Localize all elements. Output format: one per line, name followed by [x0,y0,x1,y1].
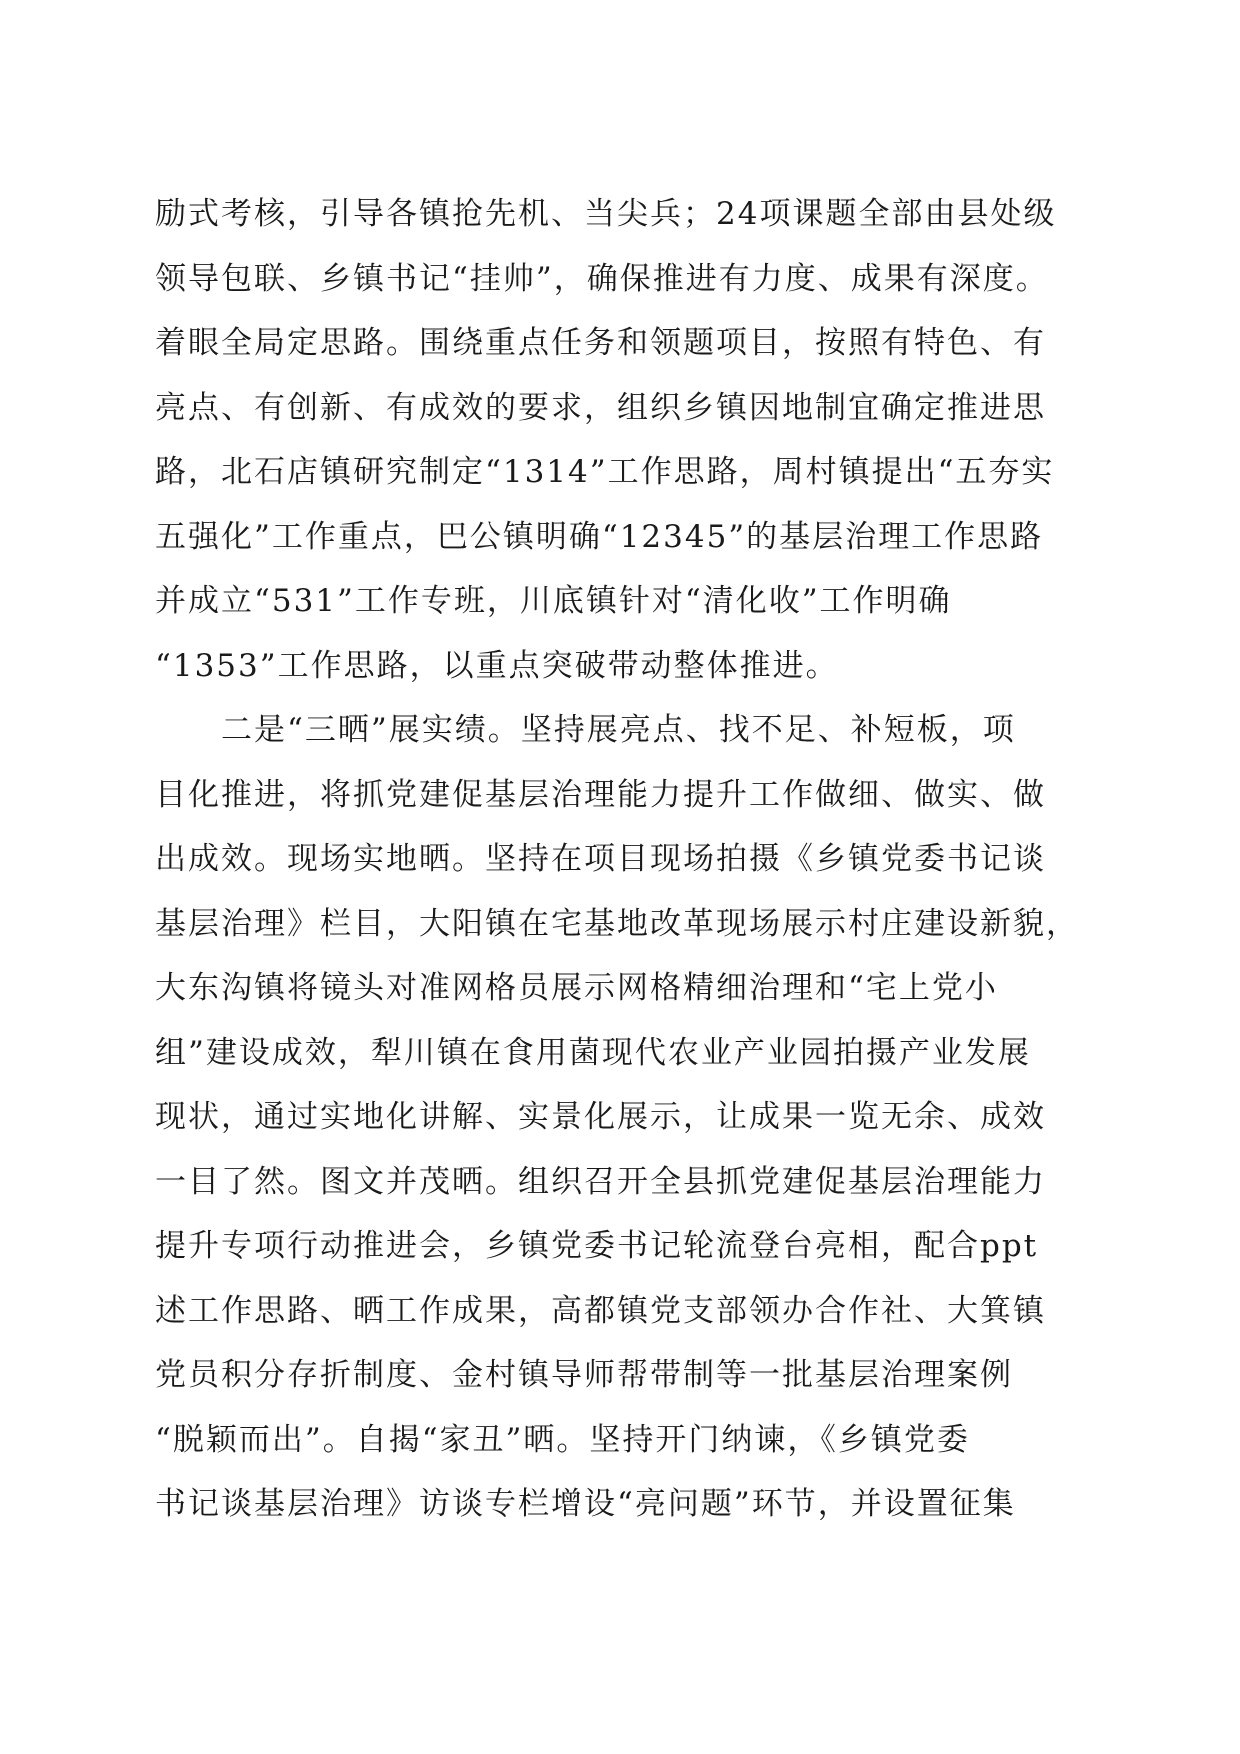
text-line: “1353”工作思路，以重点突破带动整体推进。 [155,647,839,684]
text-line: 大东沟镇将镜头对准网格员展示网格精细治理和“宅上党小 [155,970,998,1006]
text-line: 二是“三晒”展实绩。坚持展亮点、找不足、补短板，项 [155,712,1016,748]
text-line: 现状，通过实地化讲解、实景化展示，让成果一览无余、成效 [155,1099,1046,1135]
text-line: 提升专项行动推进会，乡镇党委书记轮流登台亮相，配合ppt [155,1228,1039,1264]
text-line: 出成效。现场实地晒。坚持在项目现场拍摄《乡镇党委书记谈 [155,841,1046,877]
body-text [155,182,1105,1537]
text-line: 亮点、有创新、有成效的要求，组织乡镇因地制宜确定推进思 [155,389,1046,426]
text-line: 述工作思路、晒工作成果，高都镇党支部领办合作社、大箕镇 [155,1292,1046,1329]
text-line: 励式考核，引导各镇抢先机、当尖兵；24项课题全部由县处级 [155,196,1057,232]
text-line: 书记谈基层治理》访谈专栏增设“亮问题”环节，并设置征集 [155,1486,1016,1522]
text-line: 党员积分存折制度、金村镇导师帮带制等一批基层治理案例 [155,1357,1013,1393]
text-line: 基层治理》栏目，大阳镇在宅基地改革现场展示村庄建设新貌， [155,905,1079,942]
text-line: 并成立“531”工作专班，川底镇针对“清化收”工作明确 [155,583,952,619]
text-line: “脱颖而出”。自揭“家丑”晒。坚持开门纳谏，《乡镇党委 [155,1421,970,1458]
text-line: 目化推进，将抓党建促基层治理能力提升工作做细、做实、做 [155,776,1046,813]
text-line: 五强化”工作重点，巴公镇明确“12345”的基层治理工作思路 [155,518,1044,555]
text-line: 路，北石店镇研究制定“1314”工作思路，周村镇提出“五夯实 [155,454,1055,490]
text-line: 领导包联、乡镇书记“挂帅”，确保推进有力度、成果有深度。 [155,260,1049,297]
text-line: 组”建设成效，犁川镇在食用菌现代农业产业园拍摄产业发展 [155,1034,1031,1071]
text-line: 着眼全局定思路。围绕重点任务和领题项目，按照有特色、有 [155,325,1046,361]
text-line: 一目了然。图文并茂晒。组织召开全县抓党建促基层治理能力 [155,1163,1046,1200]
